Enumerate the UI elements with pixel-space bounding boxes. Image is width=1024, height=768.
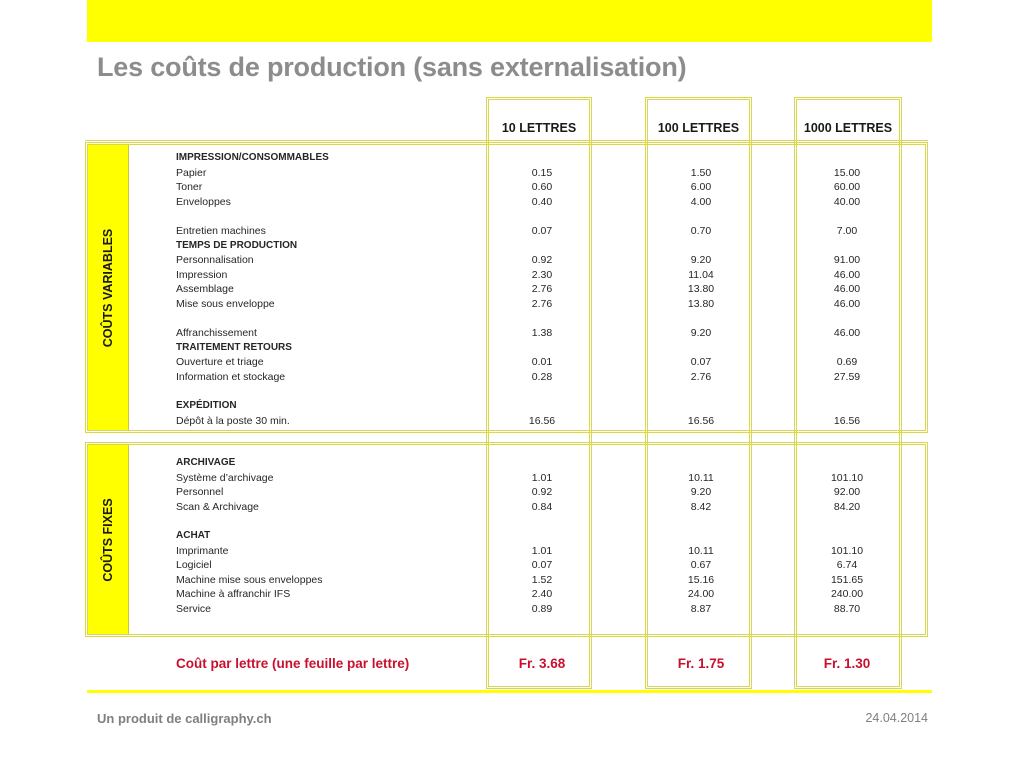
cell-value-10: 0.89 xyxy=(531,603,553,615)
cell-value-100: 9.20 xyxy=(690,254,712,267)
top-yellow-bar xyxy=(87,0,932,42)
table-row xyxy=(0,472,1024,486)
cell-value-10: 1.38 xyxy=(531,327,553,340)
cost-per-letter-100: Fr. 1.75 xyxy=(677,656,725,671)
cell-value-1000: 16.56 xyxy=(833,414,861,427)
cell-value-100: 4.00 xyxy=(690,195,712,208)
cell-value-10: 0.01 xyxy=(531,356,553,369)
cell-value-1000: 7.00 xyxy=(836,225,858,237)
table-row xyxy=(0,254,1024,268)
table-row xyxy=(0,415,1024,429)
cell-value-100: 11.04 xyxy=(688,268,714,281)
row-label: Scan & Archivage xyxy=(176,500,259,513)
cell-value-100: 0.70 xyxy=(690,225,712,237)
row-label: Affranchissement xyxy=(176,327,257,340)
cell-value-1000: 240.00 xyxy=(830,588,864,601)
cell-value-1000: 15.00 xyxy=(833,166,861,179)
table-row xyxy=(0,283,1024,297)
cell-value-1000: 88.70 xyxy=(833,603,861,615)
group-heading-row xyxy=(0,342,1024,356)
cell-value-100: 1.50 xyxy=(690,166,712,179)
group-heading-row xyxy=(0,400,1024,414)
cell-value-10: 2.76 xyxy=(531,298,553,310)
cell-value-1000: 46.00 xyxy=(833,298,861,310)
cell-value-1000: 91.00 xyxy=(833,254,861,267)
variable-costs-label: COÛTS VARIABLES xyxy=(101,228,115,347)
cell-value-100: 8.87 xyxy=(690,603,712,615)
column-header-100: 100 LETTRES xyxy=(657,121,740,135)
table-row xyxy=(0,298,1024,312)
cell-value-100: 9.20 xyxy=(690,327,712,340)
cell-value-100: 24.00 xyxy=(687,588,715,601)
table-row xyxy=(0,181,1024,195)
cell-value-10: 0.84 xyxy=(531,500,553,513)
row-label: Machine mise sous enveloppes xyxy=(176,573,323,586)
group-heading: TRAITEMENT RETOURS xyxy=(176,341,292,353)
cell-value-100: 2.76 xyxy=(690,371,712,383)
table-row xyxy=(0,269,1024,283)
cell-value-100: 9.20 xyxy=(690,486,712,499)
cost-per-letter-1000: Fr. 1.30 xyxy=(823,656,871,671)
group-heading: TEMPS DE PRODUCTION xyxy=(176,239,298,251)
row-label: Mise sous enveloppe xyxy=(176,298,275,310)
cell-value-10: 16.56 xyxy=(528,414,556,427)
cell-value-10: 0.28 xyxy=(531,371,553,383)
cost-per-letter-10: Fr. 3.68 xyxy=(518,656,566,671)
cell-value-100: 8.42 xyxy=(690,500,712,513)
cell-value-1000: 92.00 xyxy=(833,486,861,499)
cell-value-10: 0.40 xyxy=(531,195,553,208)
cell-value-10: 0.07 xyxy=(531,559,553,572)
group-heading-row xyxy=(0,530,1024,544)
group-heading: IMPRESSION/CONSOMMABLES xyxy=(176,152,329,163)
cost-per-letter-label: Coût par lettre (une feuille par lettre) xyxy=(176,656,410,671)
cell-value-100: 0.07 xyxy=(690,356,712,369)
cell-value-10: 2.30 xyxy=(531,268,553,281)
table-row xyxy=(0,356,1024,370)
bottom-yellow-line xyxy=(87,690,932,693)
cell-value-1000: 0.69 xyxy=(836,356,858,369)
cell-value-10: 2.76 xyxy=(531,283,553,296)
column-header-1000: 1000 LETTRES xyxy=(803,121,893,135)
row-label: Dépôt à la poste 30 min. xyxy=(176,414,290,427)
row-label: Papier xyxy=(176,166,207,179)
cell-value-10: 0.60 xyxy=(531,181,553,194)
cell-value-1000: 46.00 xyxy=(833,327,861,340)
footer-credit: Un produit de calligraphy.ch xyxy=(97,711,272,726)
row-label: Assemblage xyxy=(176,283,234,296)
cell-value-10: 1.01 xyxy=(531,544,553,557)
cell-value-100: 15.16 xyxy=(687,573,715,586)
cell-value-1000: 46.00 xyxy=(833,283,861,296)
cell-value-100: 10.11 xyxy=(688,544,714,557)
cell-value-1000: 40.00 xyxy=(833,195,861,208)
row-label: Logiciel xyxy=(176,559,212,572)
row-label: Personnalisation xyxy=(176,254,254,267)
row-label: Impression xyxy=(176,268,228,281)
cell-value-100: 13.80 xyxy=(687,283,715,296)
row-label: Personnel xyxy=(176,486,224,499)
fixed-costs-label: COÛTS FIXES xyxy=(101,497,115,582)
table-row xyxy=(0,501,1024,515)
row-label: Enveloppes xyxy=(176,195,231,208)
cell-value-1000: 60.00 xyxy=(833,181,861,194)
row-label: Ouverture et triage xyxy=(176,356,264,369)
table-row xyxy=(0,545,1024,559)
row-label: Entretien machines xyxy=(176,225,266,237)
row-label: Toner xyxy=(176,181,203,194)
cell-value-10: 1.52 xyxy=(531,573,553,586)
row-label: Système d’archivage xyxy=(176,471,274,484)
cost-per-letter-row xyxy=(0,656,1024,674)
group-heading: EXPÉDITION xyxy=(176,400,237,412)
table-row xyxy=(0,225,1024,239)
table-row xyxy=(0,196,1024,210)
group-heading: ACHAT xyxy=(176,530,211,541)
row-label: Imprimante xyxy=(176,544,229,557)
table-row xyxy=(0,486,1024,500)
row-label: Service xyxy=(176,603,212,615)
cell-value-10: 0.92 xyxy=(531,486,553,499)
table-row xyxy=(0,327,1024,341)
group-heading-row xyxy=(0,457,1024,471)
row-label: Information et stockage xyxy=(176,371,286,383)
table-row xyxy=(0,588,1024,602)
table-row xyxy=(0,559,1024,573)
row-label: Machine à affranchir IFS xyxy=(176,588,291,601)
cell-value-100: 0.67 xyxy=(690,559,712,572)
footer-date: 24.04.2014 xyxy=(865,711,928,725)
cell-value-10: 0.92 xyxy=(531,254,553,267)
cell-value-1000: 151.65 xyxy=(830,573,864,586)
group-heading: ARCHIVAGE xyxy=(176,457,236,468)
column-header-10: 10 LETTRES xyxy=(501,121,577,135)
cell-value-10: 0.07 xyxy=(531,225,553,237)
cell-value-1000: 27.59 xyxy=(833,371,861,383)
table-row xyxy=(0,574,1024,588)
cell-value-1000: 84.20 xyxy=(833,500,861,513)
slide-title: Les coûts de production (sans externalisation) xyxy=(97,52,687,82)
cell-value-10: 2.40 xyxy=(531,588,553,601)
cell-value-100: 16.56 xyxy=(687,414,715,427)
cell-value-1000: 101.10 xyxy=(830,544,864,557)
cell-value-10: 0.15 xyxy=(531,166,553,179)
group-heading-row xyxy=(0,152,1024,166)
cell-value-100: 13.80 xyxy=(687,298,715,310)
group-heading-row xyxy=(0,240,1024,254)
cell-value-10: 1.01 xyxy=(531,471,553,484)
table-row xyxy=(0,603,1024,617)
table-row xyxy=(0,167,1024,181)
cell-value-1000: 101.10 xyxy=(830,471,864,484)
table-row xyxy=(0,371,1024,385)
cell-value-100: 10.11 xyxy=(688,471,714,484)
cell-value-1000: 6.74 xyxy=(836,559,858,572)
cell-value-100: 6.00 xyxy=(690,181,712,194)
cell-value-1000: 46.00 xyxy=(833,268,861,281)
